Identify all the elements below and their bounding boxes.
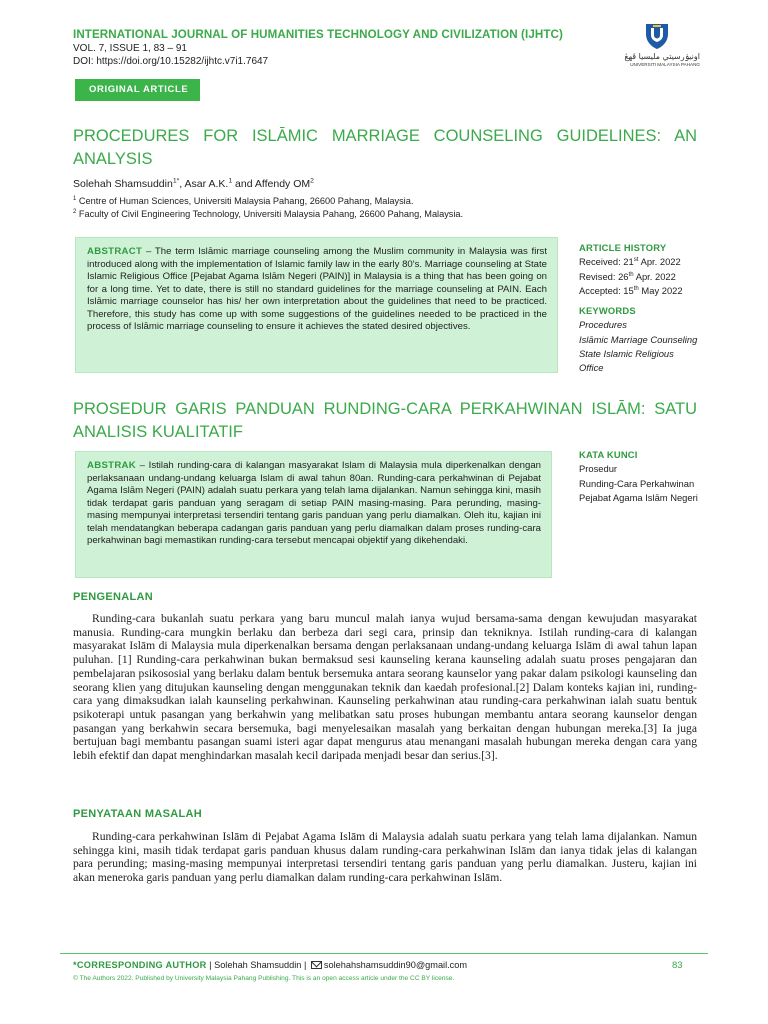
author-2-sup: 1 <box>228 177 233 185</box>
accepted-sup: th <box>633 284 639 292</box>
affiliation-1 <box>73 196 413 206</box>
kata-kunci-heading: KATA KUNCI <box>579 449 638 460</box>
corresponding-author-name: | Solehah Shamsuddin | <box>206 960 309 970</box>
author-1: Solehah Shamsuddin <box>73 178 173 190</box>
mail-icon <box>311 961 322 969</box>
received-sup: st <box>633 256 639 264</box>
article-history-heading: ARTICLE HISTORY <box>579 242 667 253</box>
keyword-item: Islāmic Marriage Counseling <box>579 333 698 345</box>
affiliation-1-num: 1 <box>73 195 77 202</box>
kata-kunci <box>579 448 699 505</box>
journal-title: INTERNATIONAL JOURNAL OF HUMANITIES TECHNOLOGY AND CIVILIZATION (IJHTC) <box>73 28 563 41</box>
abstract-en-label: ABSTRACT <box>87 246 143 257</box>
keyword-item: Procedures <box>579 319 627 331</box>
received-date <box>579 255 683 269</box>
author-1-sup: 1* <box>172 177 180 185</box>
keyword-item: State Islamic Religious Office <box>579 347 674 374</box>
revised-sup: th <box>628 270 634 278</box>
university-logo <box>600 22 700 70</box>
author-sep-1: , Asar A.K. <box>179 178 229 190</box>
kata-kunci-item: Prosedur <box>579 463 618 475</box>
abstract-ms-box <box>75 451 552 578</box>
received-label: Received: 21 <box>579 256 634 268</box>
article-title-en: PROCEDURES FOR ISLĀMIC MARRIAGE COUNSELING GUIDELINES: AN ANALYSIS <box>73 127 697 168</box>
affiliation-2-text: Faculty of Civil Engineering Technology, Universiti Malaysia Pahang, 26600 Pahang, Malaysia. <box>76 209 464 219</box>
footer-divider <box>60 953 708 954</box>
author-sep-2: and Affendy OM <box>232 178 311 190</box>
page-number: 83 <box>672 960 683 971</box>
corresponding-author-email[interactable]: solehahshamsuddin90@gmail.com <box>323 960 468 970</box>
affiliation-2 <box>73 209 463 219</box>
author-3-sup: 2 <box>310 177 314 185</box>
license-text: © The Authors 2022. Published by University Malaysia Pahang Publishing. This is an open access article under the CC BY license. <box>73 975 455 982</box>
logo-university-name: UNIVERSITI MALAYSIA PAHANG <box>630 62 700 67</box>
keywords <box>579 304 699 375</box>
revised-date <box>579 270 683 284</box>
corresponding-author-label: *CORRESPONDING AUTHOR <box>73 960 207 970</box>
accepted-date <box>579 284 683 298</box>
logo-arabic-text: اونيۏرسيتي مليسيا ڤهڠ <box>624 52 700 61</box>
article-type-badge: ORIGINAL ARTICLE <box>75 79 200 101</box>
accepted-rest: May 2022 <box>638 284 683 296</box>
doi-link[interactable]: DOI: https://doi.org/10.15282/ijhtc.v7i1.7647 <box>73 56 269 67</box>
article-title-ms: PROSEDUR GARIS PANDUAN RUNDING-CARA PERKAHWINAN ISLĀM: SATU ANALISIS KUALITATIF <box>73 400 697 441</box>
abstract-en-box <box>75 237 558 373</box>
abstract-en-text: – The term Islāmic marriage counseling among the Muslim community in Malaysia was first introduced along with the implementation of Islamic family law in the early 80's. Marriage counseling at State Islamic Religious Office [Pejabat Agama Islām Negeri (PAIN)] in Malaysia is a thing that has been going on for a long time. Yet to date, there is still no standard guidelines for the marriage counseling at PAIN. Each Islāmic marriage counselor has his/ her own interpretation about the guidelines that need to be practiced. Therefore, this study has come up with some suggestions of the guidelines needed to be practiced in the process of Islāmic marriage counseling to ensure it achieves the stated desired objectives. <box>87 246 547 332</box>
section-heading-penyataan-masalah: PENYATAAN MASALAH <box>73 808 202 820</box>
volume-line: VOL. 7, ISSUE 1, 83 – 91 <box>73 43 187 54</box>
affiliation-2-num: 2 <box>73 208 77 215</box>
corresponding-author <box>73 960 467 970</box>
affiliation-1-text: Centre of Human Sciences, Universiti Malaysia Pahang, 26600 Pahang, Malaysia. <box>76 196 414 206</box>
kata-kunci-item: Runding-Cara Perkahwinan <box>579 477 695 489</box>
ump-crest-icon <box>644 22 670 50</box>
revised-rest: Apr. 2022 <box>633 270 676 282</box>
revised-label: Revised: 26 <box>579 270 629 282</box>
received-rest: Apr. 2022 <box>638 256 681 268</box>
section-heading-pengenalan: PENGENALAN <box>73 591 154 603</box>
accepted-label: Accepted: 15 <box>579 284 634 296</box>
abstract-ms-label: ABSTRAK <box>87 460 137 471</box>
abstract-ms-text: – Istilah runding-cara di kalangan masyarakat Islam di Malaysia mula diperkenalkan dengan perlaksanaan undang-undang keluarga Islam di awal tahun 80an. Runding-cara perkahwinan di Pejabat Agama Islām Negeri (PAIN) adalah suatu perkara yang telah lama dijalankan. Namun sehingga kini, masih tidak terdapat garis panduan yang seragam di setiap PAIN masing-masing. Para perunding, masing-masing mempunyai interpretasi tersendiri tentang garis panduan yang perlu diamalkan. Oleh itu, kajian ini telah mendatangkan beberapa cadangan garis panduan yang perlu diamalkan dalam proses runding-cara perkahwinan bagi memastikan runding-cara tersebut mencapai objektif yang dikehendaki. <box>87 460 541 546</box>
kata-kunci-item: Pejabat Agama Islām Negeri <box>579 491 698 503</box>
article-history <box>579 241 683 298</box>
author-list <box>73 178 314 190</box>
paragraph-pengenalan: Runding-cara bukanlah suatu perkara yang baru muncul malah ianya wujud bersama-sama dengan kewujudan masyarakat manusia. Runding-cara mungkin berlaku dan berbeza dari segi cara, prinsip dan tekniknya. Istilah runding-cara di kalangan masyarakat Islām di Malaysia mula diperkenalkan bersama dengan perlaksanaan undang-undang keluarga Islām di awal tahun lapan puluhan. [1] Runding-cara perkahwinan bukan bermaksud sesi kaunseling kerana kaunseling adalah suatu proses pengajaran dan pembelajaran psikososial yang berlaku dalam bentuk bersemuka antara seorang kaunselor yang pakar dalam psikologi kaunseling dan seorang klien yang ditujukan kaunseling dengan menggunakan teknik dan kaedah profesional.[2] Dalam konteks kajian ini, runding-cara yang dimaksudkan ialah kaunseling perkahwinan. Kaunseling perkahwinan atau runding-cara perkahwinan ialah suatu bentuk psikoterapi untuk pasangan yang berkahwin yang melibatkan satu proses hubungan membantu antara seorang kaunselor dengan pasangan yang berkahwin secara bersemuka, bagi menyelesaikan masalah yang berkaitan dengan hubungan mereka.[3] Ia juga bertujuan bagi membantu pasangan suami isteri agar dapat mengurus atau menangani masalah hubungan mereka dengan cara yang lebih efektif dan dapat menghindarkan masalah kecil daripada menjadi besar dan serius.[3]. <box>73 612 697 763</box>
paragraph-penyataan-masalah: Runding-cara perkahwinan Islām di Pejabat Agama Islām di Malaysia adalah suatu perkara yang telah lama dijalankan. Namun sehingga kini, masih tidak terdapat garis panduan khusus dalam runding-cara perkahwinan Islām dan ianya tidak jelas di kalangan para perunding; masing-masing mempunyai interpretasi tersendiri tentang garis panduan yang perlu diamalkan. Justeru, kajian ini akan meneroka garis panduan yang perlu diamalkan dalam runding-cara perkahwinan Islām. <box>73 830 697 885</box>
keywords-heading: KEYWORDS <box>579 305 636 316</box>
